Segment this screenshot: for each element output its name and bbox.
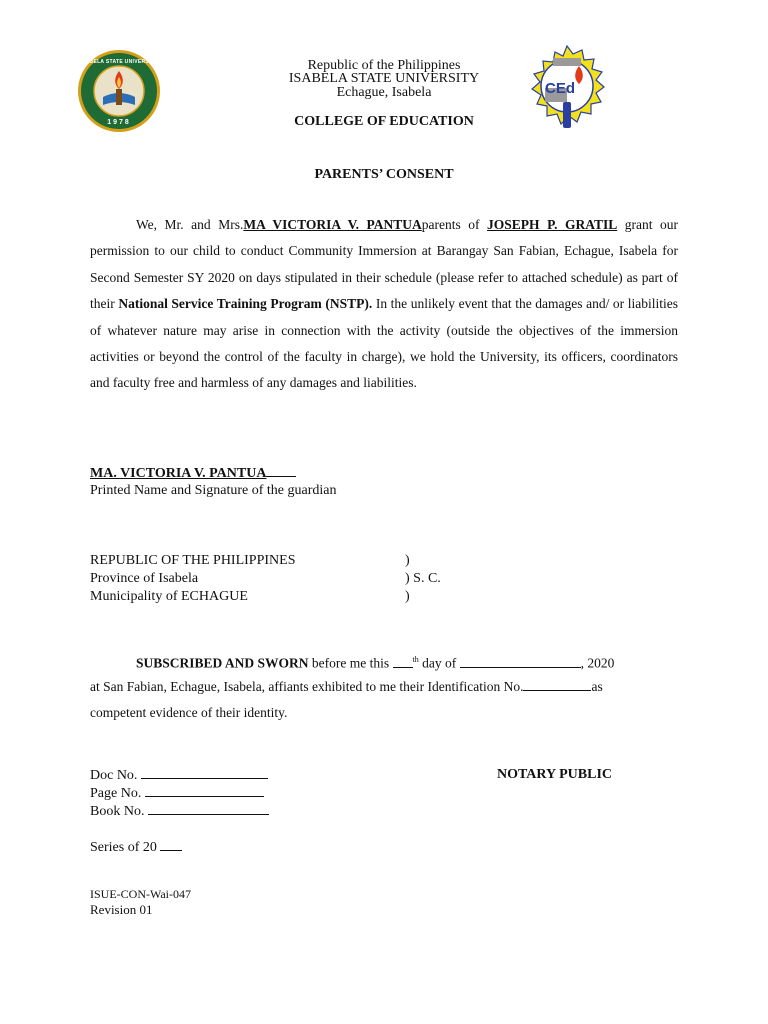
header-republic: Republic of the Philippines [307,58,461,73]
consent-intro: We, Mr. and Mrs. [136,217,244,232]
child-name: JOSEPH P. GRATIL [487,217,618,232]
venue-paren-3: ) [405,589,410,604]
header-location: Echague, Isabela [336,85,432,100]
sworn-text-3: at San Fabian, Echague, Isabela, affiants exhibited to me their Identification No. [90,679,524,694]
parent-name: MA VICTORIA V. PANTUA [243,217,422,232]
day-blank[interactable] [393,655,413,668]
sworn-line-1 [136,651,614,673]
doc-no-label: Doc No. [90,768,138,783]
series-blank[interactable] [160,838,182,851]
doc-no-line [90,766,268,785]
venue-republic: REPUBLIC OF THE PHILIPPINES [90,553,296,568]
consent-paragraph [90,212,678,397]
sworn-lead: SUBSCRIBED AND SWORN [136,655,309,671]
sworn-year: , 2020 [580,655,615,671]
venue-municipality: Municipality of ECHAGUE [90,589,248,604]
guardian-caption: Printed Name and Signature of the guardian [90,483,337,498]
notary-public-label: NOTARY PUBLIC [497,767,613,782]
sworn-text-2: day of [418,655,460,671]
signature-block [90,464,296,483]
isu-seal-year: 1978 [107,119,131,126]
sworn-line-2 [90,678,603,696]
series-label: Series of 20 [90,840,157,855]
sworn-line-3: competent evidence of their identity. [90,705,288,720]
sworn-text-1: before me this [308,655,393,671]
header-college: COLLEGE OF EDUCATION [294,114,474,129]
consent-body-a: grant our permission to our child to conduct Community Immersion at Barangay San Fabian, Echague, Isabela for Second Semester SY 2020 on days stipulated in their schedule (please refer to attached schedule) as part of their [90,217,678,312]
form-code: ISUE-CON-Wai-047 [90,887,192,901]
ced-seal-text: CEd [545,80,575,97]
guardian-name: MA. VICTORIA V. PANTUA [90,466,267,481]
venue-paren-1: ) [405,553,410,568]
page-no-line [90,784,264,803]
program-name: National Service Training Program (NSTP). [118,296,373,312]
sworn-th: th [412,655,419,664]
isu-seal-ring-text: ISABELA STATE UNIVERSITY [80,59,158,65]
consent-body-b: In the unlikely event that the damages and/ or liabilities of whatever nature may arise in connection with the activity (outside the objectives of the immersion activities or beyond the control of the faculty in charge), we hold the University, its officers, coordinators and faculty free and harmless of any damages and liabilities. [90,296,678,391]
book-no-label: Book No. [90,804,145,819]
guardian-name-underline [266,464,296,477]
venue-paren-sc: ) S. C. [405,571,441,586]
consent-parents-of: parents of [421,217,488,232]
sworn-text-as: as [591,679,603,694]
book-no-blank[interactable] [148,802,269,815]
page-no-blank[interactable] [145,784,264,797]
series-line [90,838,182,857]
venue-province: Province of Isabela [90,571,199,586]
doc-no-blank[interactable] [141,766,268,779]
document-title: PARENTS’ CONSENT [314,167,454,182]
month-blank[interactable] [460,655,581,668]
identification-blank[interactable] [523,678,591,691]
header-university: ISABELA STATE UNIVERSITY [288,71,480,86]
book-no-line [90,802,269,821]
page-no-label: Page No. [90,786,142,801]
form-revision: Revision 01 [90,902,153,917]
